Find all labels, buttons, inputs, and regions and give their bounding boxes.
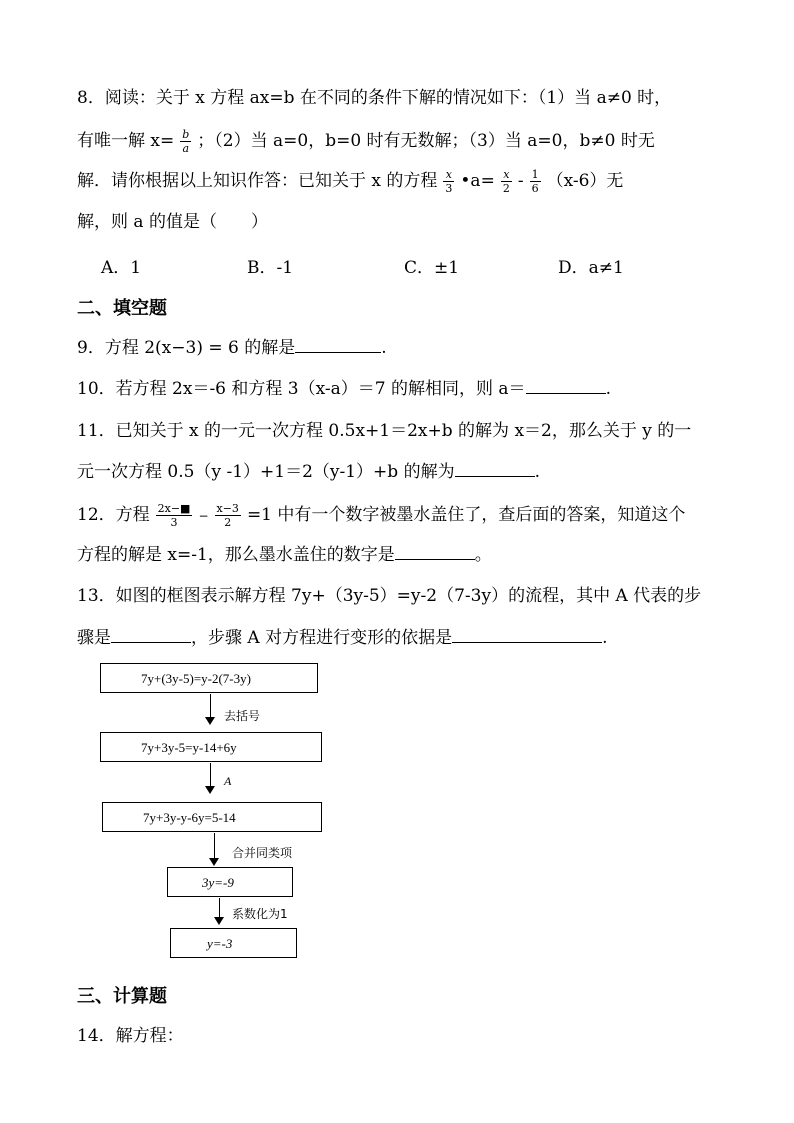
flow-arrow-2 <box>210 763 211 787</box>
flow-step-label-3: 合并同类项 <box>232 846 293 860</box>
frac-num: x <box>501 168 512 182</box>
arrow-down-icon <box>205 786 215 794</box>
q11-text: 元一次方程 0.5（y -1）+1＝2（y-1）+b 的解为 <box>77 462 455 482</box>
q12-text: 方程的解是 x=-1，那么墨水盖住的数字是 <box>77 545 395 565</box>
q8-line3-text-d: （x-6）无 <box>546 171 624 191</box>
flow-box-3: 7y+3y-y-6y=5-14 <box>102 802 322 832</box>
q12-text-a: 12．方程 <box>77 505 150 525</box>
q11-line1: 11．已知关于 x 的一元一次方程 0.5x+1＝2x+b 的解为 x＝2，那么关于 y 的一 <box>77 421 692 441</box>
q10 <box>77 377 611 401</box>
q10-end: . <box>605 379 611 399</box>
q13-answer-blank-2 <box>452 626 602 643</box>
frac-num: 1 <box>531 168 539 181</box>
frac-num: x−3 <box>216 502 239 515</box>
q13-text-a: 骤是 <box>77 628 111 648</box>
q13-end: . <box>602 628 608 648</box>
flow-arrow-4 <box>219 898 220 918</box>
frac-den: 3 <box>170 516 178 529</box>
q14: 14．解方程： <box>77 1026 184 1046</box>
q8-fraction-x-over-3 <box>443 168 454 195</box>
q8-line3 <box>77 168 623 195</box>
q8-fraction-b-over-a <box>180 128 191 155</box>
flow-box-2: 7y+3y-5=y-14+6y <box>100 732 322 762</box>
arrow-down-icon <box>209 858 219 866</box>
q8-line2 <box>77 128 655 155</box>
frac-den: 2 <box>224 516 232 529</box>
q13-line2 <box>77 626 608 650</box>
section-heading-fill-in: 二、填空题 <box>77 298 167 319</box>
q11-end: . <box>534 462 540 482</box>
q8-option-c: C．±1 <box>404 258 460 278</box>
q13-line1: 13．如图的框图表示解方程 7y+（3y-5）=y-2（7-3y）的流程，其中 A 代表的步 <box>77 586 702 606</box>
q8-fraction-x-over-2 <box>501 168 512 195</box>
frac-den: 6 <box>531 182 539 195</box>
q12-line1 <box>77 502 685 529</box>
q13-answer-blank-1 <box>111 626 191 643</box>
q8-line3-minus: - <box>517 171 524 191</box>
q8-line1: 8．阅读：关于 x 方程 ax=b 在不同的条件下解的情况如下：（1）当 a≠0 时， <box>77 88 672 108</box>
q11-answer-blank <box>455 460 535 477</box>
frac-num: x <box>443 168 454 182</box>
q12-text-b: =1 中有一个数字被墨水盖住了，查后面的答案，知道这个 <box>246 505 686 525</box>
flow-step-label-2: A <box>224 774 232 788</box>
q8-line4: 解，则 a 的值是（ ） <box>77 212 268 232</box>
q8-option-b: B．-1 <box>247 258 294 278</box>
q8-fraction-1-over-6 <box>530 168 541 195</box>
q10-text: 10．若方程 2x＝-6 和方程 3（x-a）＝7 的解相同，则 a＝ <box>77 379 526 399</box>
q8-option-d: D．a≠1 <box>558 258 624 278</box>
frac-num: 2x−■ <box>157 502 191 515</box>
section-heading-calculation: 三、计算题 <box>77 986 167 1007</box>
frac-den: 2 <box>502 182 510 195</box>
q10-answer-blank <box>526 377 606 394</box>
q9 <box>77 336 387 360</box>
flow-box-5: y=-3 <box>170 928 297 958</box>
q9-text: 9．方程 2(x−3) = 6 的解是 <box>77 338 296 358</box>
q12-line2 <box>77 543 492 567</box>
flow-arrow-1 <box>210 694 211 718</box>
frac-den: 3 <box>445 182 453 195</box>
q8-line2-text-a: 有唯一解 x= <box>77 131 175 151</box>
flow-arrow-3 <box>214 833 215 859</box>
flow-box-1: 7y+(3y-5)=y-2(7-3y) <box>100 663 318 693</box>
frac-den: a <box>182 142 190 155</box>
q12-fraction-1 <box>156 502 193 529</box>
q13-text-b: ，步骤 A 对方程进行变形的依据是 <box>191 628 453 648</box>
q8-line3-text-b: •a= <box>460 171 495 191</box>
flow-step-label-4: 系数化为1 <box>232 907 288 921</box>
arrow-down-icon <box>205 717 215 725</box>
q9-answer-blank <box>295 336 381 353</box>
frac-num: b <box>182 128 190 141</box>
flow-step-label-1: 去括号 <box>224 709 261 723</box>
q11-line2 <box>77 460 540 484</box>
q12-fraction-2 <box>215 502 241 529</box>
q9-end: . <box>381 338 387 358</box>
q12-minus: − <box>198 509 209 523</box>
flow-box-4: 3y=-9 <box>167 867 293 897</box>
q12-answer-blank <box>395 543 475 560</box>
q12-end: 。 <box>474 545 492 565</box>
q8-option-a: A．1 <box>101 258 142 278</box>
q8-line2-text-b: ；（2）当 a=0，b=0 时有无数解；（3）当 a=0，b≠0 时无 <box>197 131 655 151</box>
q8-line3-text-a: 解．请你根据以上知识作答：已知关于 x 的方程 <box>77 171 438 191</box>
arrow-down-icon <box>214 917 224 925</box>
